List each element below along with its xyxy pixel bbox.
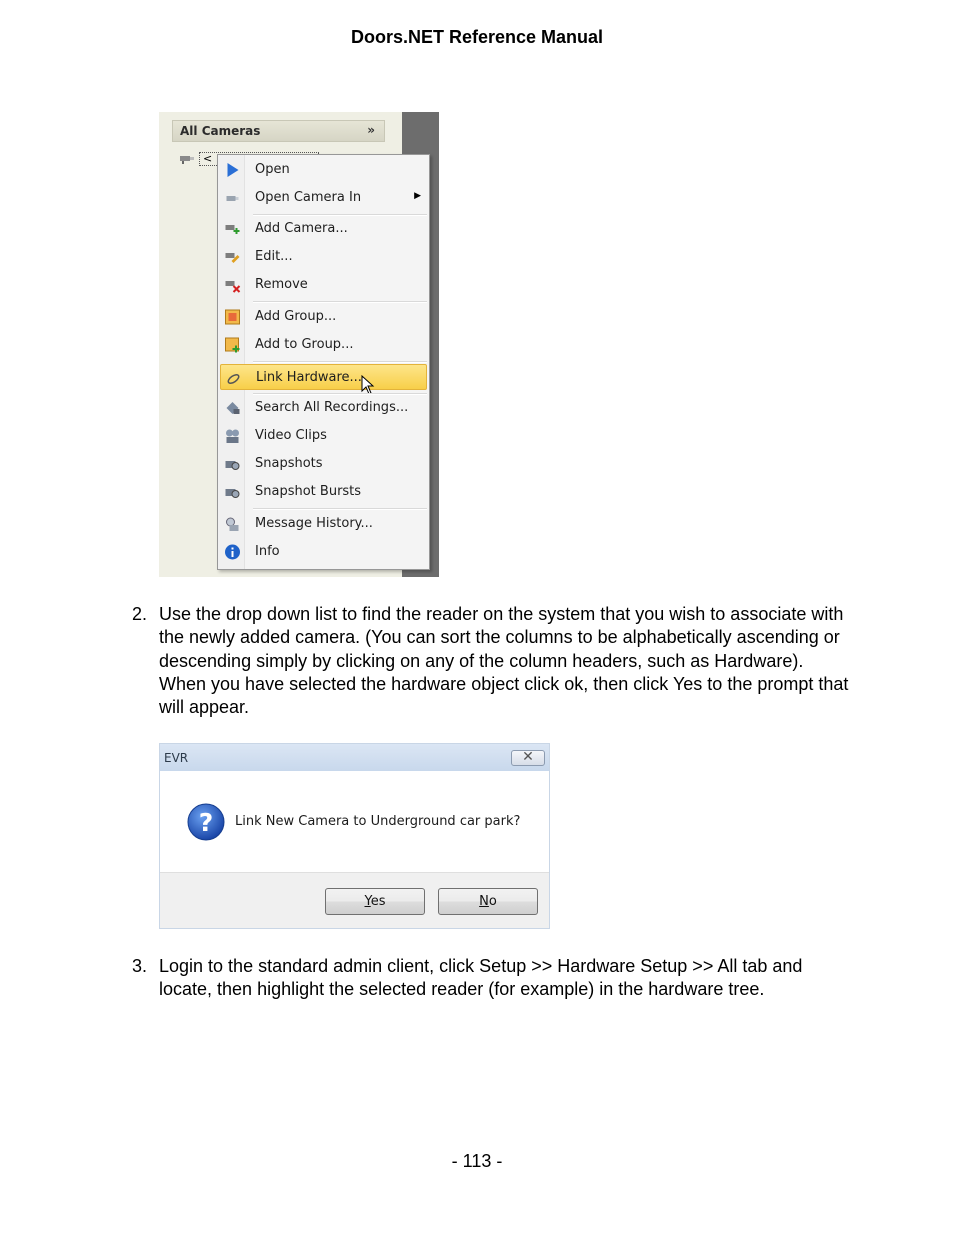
info-icon: [224, 544, 241, 560]
yes-button[interactable]: Yes: [325, 888, 425, 915]
menu-separator: [253, 361, 427, 363]
menu-item-snapshot-bursts[interactable]: Snapshot Bursts: [220, 479, 427, 505]
menu-item-link-hardware[interactable]: Link Hardware...: [220, 364, 427, 390]
menu-item-remove[interactable]: Remove: [220, 272, 427, 298]
page-header: Doors.NET Reference Manual: [350, 27, 604, 47]
step-text: Use the drop down list to find the reader on the system that you wish to associate with the newly added camera. (You can sort the columns to be alphabetically ascending or descending simply by clicking on any of the column headers, such as Hardware). When you have selected the hardware object click ok, then click Yes to the prompt that will appear.: [159, 604, 849, 718]
dialog-button-bar: [160, 872, 549, 929]
search-recordings-icon: [224, 400, 241, 416]
close-icon: ✕: [522, 749, 534, 765]
context-menu-screenshot: [159, 112, 439, 577]
message-history-icon: [224, 516, 241, 532]
menu-item-add-camera[interactable]: Add Camera...: [220, 216, 427, 242]
link-hardware-icon: [225, 370, 242, 386]
dialog-title: EVR: [164, 751, 189, 765]
snapshot-bursts-icon: [224, 484, 241, 500]
menu-item-add-to-group[interactable]: Add to Group...: [220, 332, 427, 358]
camera-tree-label[interactable]: <: [199, 152, 319, 166]
add-camera-icon: [224, 221, 241, 237]
step-number: 3.: [132, 956, 148, 976]
step-text: Login to the standard admin client, click Setup >> Hardware Setup >> All tab and locate, then highlight the selected reader (for example) in the hardware tree.: [159, 956, 803, 1000]
menu-item-info[interactable]: Info: [220, 539, 427, 565]
edit-camera-icon: [224, 249, 241, 265]
submenu-arrow-icon: ▶: [414, 191, 421, 201]
dialog-title-bar: [160, 744, 549, 771]
all-cameras-header[interactable]: [172, 120, 385, 142]
menu-separator: [253, 301, 427, 303]
question-icon: [187, 803, 225, 841]
remove-camera-icon: [224, 277, 241, 293]
menu-item-open[interactable]: Open: [220, 157, 427, 183]
menu-item-video-clips[interactable]: Video Clips: [220, 423, 427, 449]
video-clips-icon: [224, 428, 241, 444]
panel-title: All Cameras: [180, 124, 261, 138]
menu-separator: [253, 508, 427, 510]
dialog-message: Link New Camera to Underground car park?: [235, 814, 521, 829]
add-to-group-icon: [224, 337, 241, 353]
no-button[interactable]: No: [438, 888, 538, 915]
menu-item-message-history[interactable]: Message History...: [220, 511, 427, 537]
add-group-icon: [224, 309, 241, 325]
menu-item-snapshots[interactable]: Snapshots: [220, 451, 427, 477]
menu-item-search-all-recordings[interactable]: Search All Recordings...: [220, 395, 427, 421]
mouse-cursor-icon: [361, 375, 375, 395]
step-number: 2.: [132, 604, 148, 624]
camera-open-icon: [224, 190, 241, 206]
menu-item-open-camera-in[interactable]: Open Camera In ▶: [220, 185, 427, 211]
evr-dialog: [159, 743, 550, 929]
close-button[interactable]: [511, 750, 545, 766]
context-menu: [217, 154, 430, 570]
menu-item-add-group[interactable]: Add Group...: [220, 304, 427, 330]
camera-icon: [179, 154, 195, 164]
play-icon: [224, 162, 241, 178]
page-number: - 113 -: [451, 1151, 503, 1171]
menu-item-edit[interactable]: Edit...: [220, 244, 427, 270]
svg-text:?: ?: [198, 808, 214, 837]
collapse-chevron-icon[interactable]: »: [367, 123, 375, 137]
snapshots-icon: [224, 456, 241, 472]
dialog-body: [160, 771, 549, 872]
